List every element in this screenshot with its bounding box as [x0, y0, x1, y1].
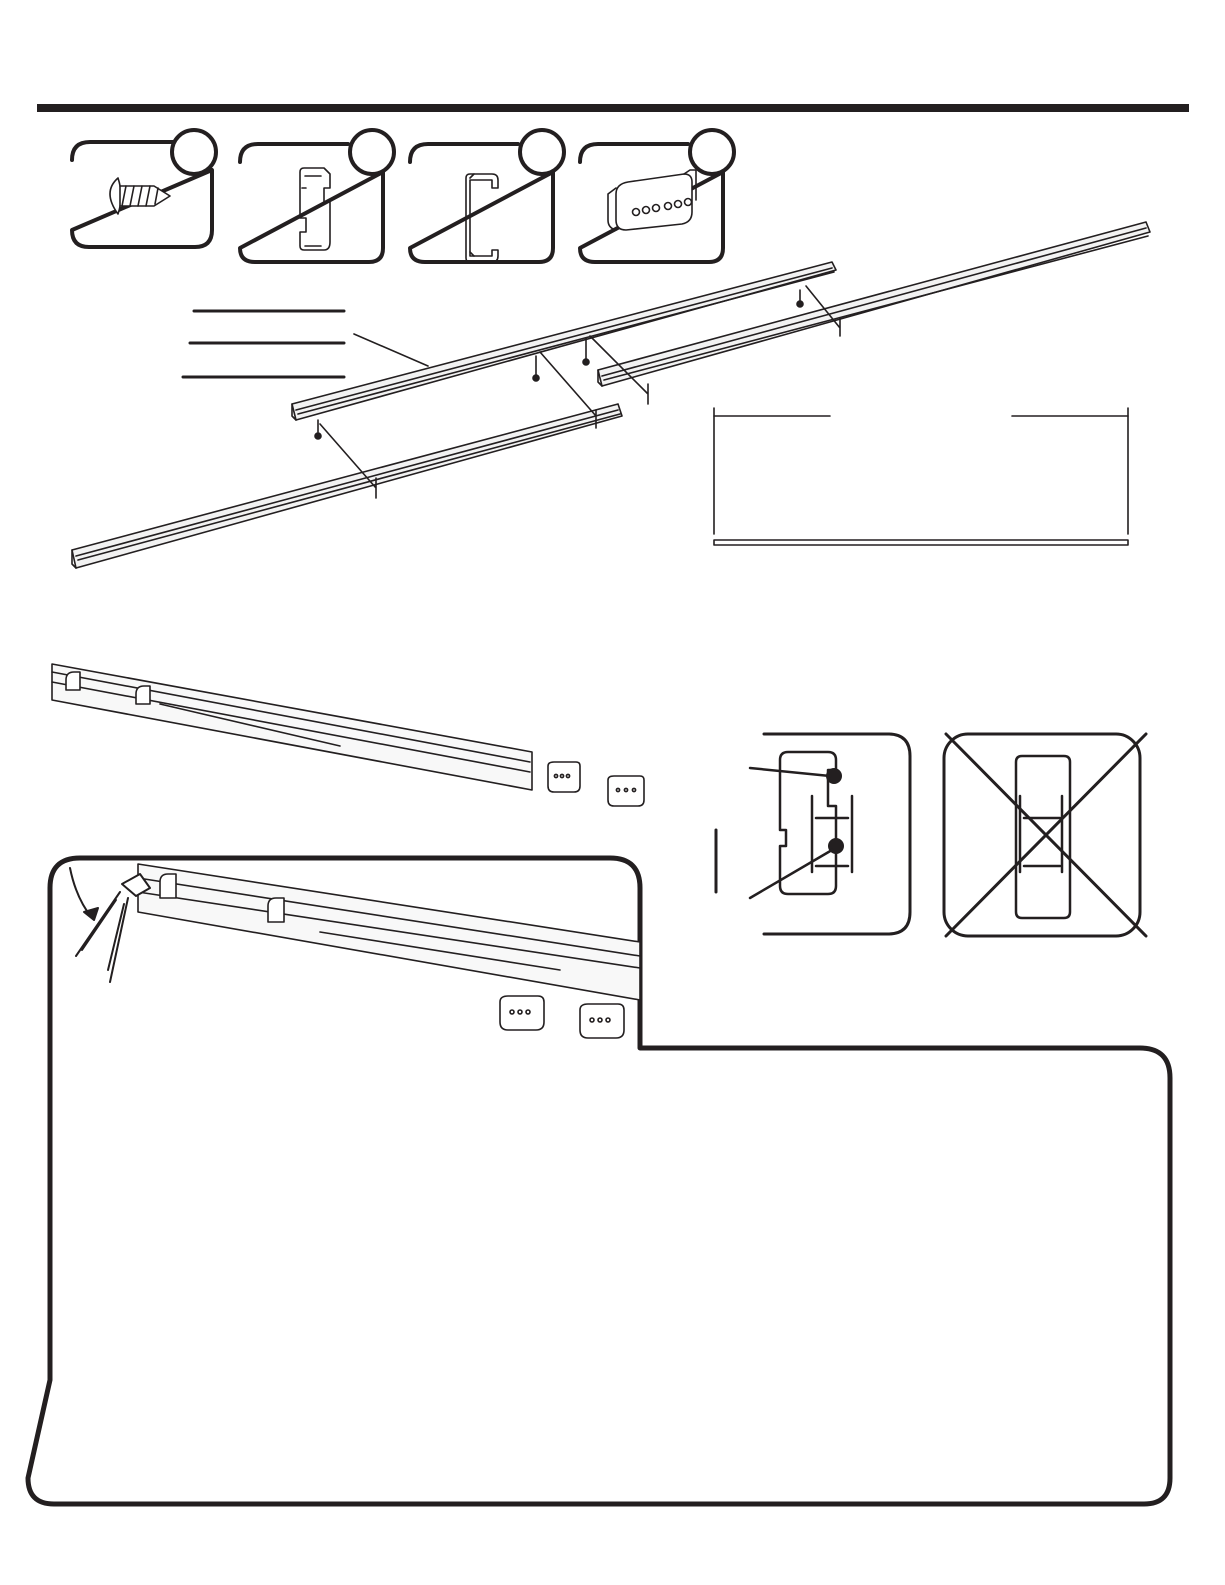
part-box-channel-clip — [410, 130, 564, 262]
part-badge — [172, 130, 216, 174]
gusset-icon — [500, 996, 544, 1030]
clip-detail-incorrect — [944, 734, 1146, 936]
part-badge — [520, 130, 564, 174]
part-box-screw — [72, 130, 216, 247]
part-badge — [350, 130, 394, 174]
part-box-gusset — [580, 130, 734, 262]
rail-long — [72, 404, 622, 568]
clip-detail-correct — [716, 734, 910, 934]
part-box-clip — [240, 130, 394, 262]
pliers-icon — [70, 868, 150, 982]
part-badge — [690, 130, 734, 174]
rail-with-gussets — [52, 664, 644, 806]
gusset-icon — [580, 1004, 624, 1038]
x-mark-icon — [946, 734, 1146, 936]
rail-assembly-top — [72, 222, 1150, 568]
screw-icon — [110, 178, 170, 214]
screw-icon — [315, 301, 803, 439]
gusset-icon — [608, 170, 696, 230]
channel-clip-icon — [466, 174, 498, 262]
rail-detail-closeup — [138, 864, 640, 1038]
dimension-frame — [714, 408, 1128, 545]
gusset-icon — [608, 776, 644, 806]
gusset-icon — [548, 762, 580, 792]
